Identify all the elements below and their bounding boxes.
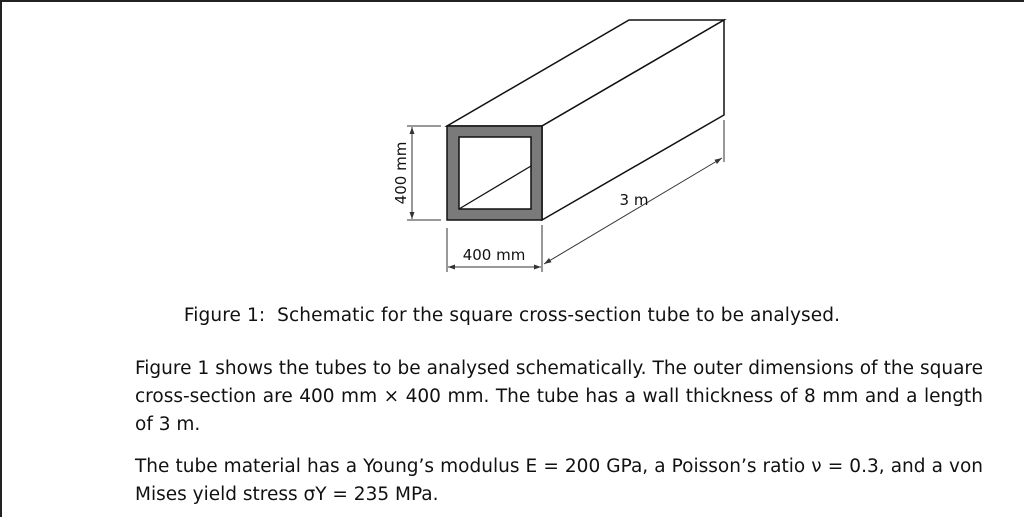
paragraph-material: The tube material has a Young’s modulus E = 200 GPa, a Poisson’s ratio ν = 0.3, and a von Mises yield stress σY = 235 MPa.: [135, 456, 983, 505]
width-arrow-left: [448, 265, 455, 270]
length-dimension-label: 3 m: [619, 191, 649, 209]
figure-caption-text: Schematic for the square cross-section tube to be analysed.: [277, 305, 841, 326]
height-dimension-label: 400 mm: [392, 141, 410, 205]
figure-caption-label: Figure 1:: [183, 305, 266, 326]
figure-caption: [0, 305, 1024, 326]
height-arrow-top: [410, 127, 415, 134]
length-arrow-far: [715, 158, 723, 164]
height-arrow-bottom: [410, 212, 415, 219]
paragraph-dimensions: Figure 1 shows the tubes to be analysed schematically. The outer dimensions of the square cross-section are 400 mm × 400 mm. The tube has a wall thickness of 8 mm and a length of 3 m.: [135, 358, 983, 435]
length-arrow-near: [544, 258, 552, 264]
width-dimension-label: 400 mm: [462, 246, 526, 264]
width-arrow-right: [534, 265, 541, 270]
